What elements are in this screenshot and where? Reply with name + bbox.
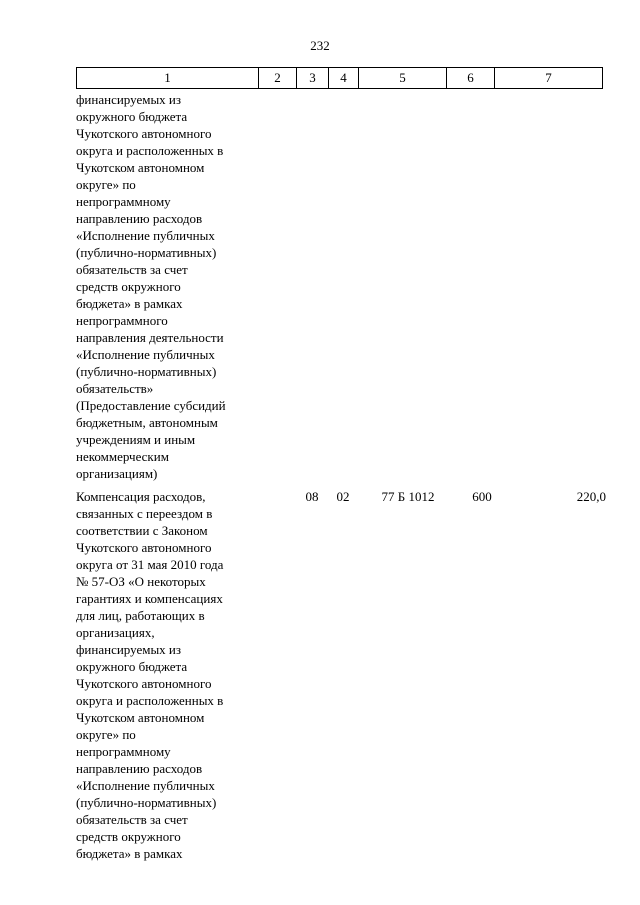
- column-header-1: 1: [77, 68, 259, 89]
- table-header: [76, 67, 603, 89]
- column-header-3: 3: [297, 68, 329, 89]
- row-description: Компенсация расходов, связанных с переездом в соответствии с Законом Чукотского автономного округа от 31 мая 2010 года № 57-ОЗ «О некоторых гарантиях и компенсациях для лиц, работающих в организациях, финансируемых из окружного бюджета Чукотского автономного округа и расположенных в Чукотском автономном округе» по непрограммному направлению расходов «Исполнение публичных (публично-нормативных) обязательств за счет средств окружного бюджета» в рамках: [76, 489, 224, 861]
- amount: 220,0: [576, 489, 606, 504]
- column-header-2: 2: [259, 68, 297, 89]
- column-header-6: 6: [447, 68, 495, 89]
- expense-type-code: 600: [472, 489, 492, 504]
- target-article-code: 77 Б 1012: [381, 489, 435, 504]
- column-header-7: 7: [495, 68, 603, 89]
- row-description: финансируемых из окружного бюджета Чукотского автономного округа и расположенных в Чукотском автономном округе» по непрограммному направлению расходов «Исполнение публичных (публично-нормативных) обязательств за счет средств окружного бюджета» в рамках непрограммного направления деятельности «Исполнение публичных (публично-нормативных) обязательств» (Предоставление субсидий бюджетным, автономным учреждениям и иным некоммерческим организациям): [76, 92, 226, 481]
- section-code: 08: [305, 489, 319, 504]
- subsection-code: 02: [336, 489, 350, 504]
- column-header-4: 4: [329, 68, 359, 89]
- page-number: 232: [310, 38, 330, 53]
- column-header-5: 5: [359, 68, 447, 89]
